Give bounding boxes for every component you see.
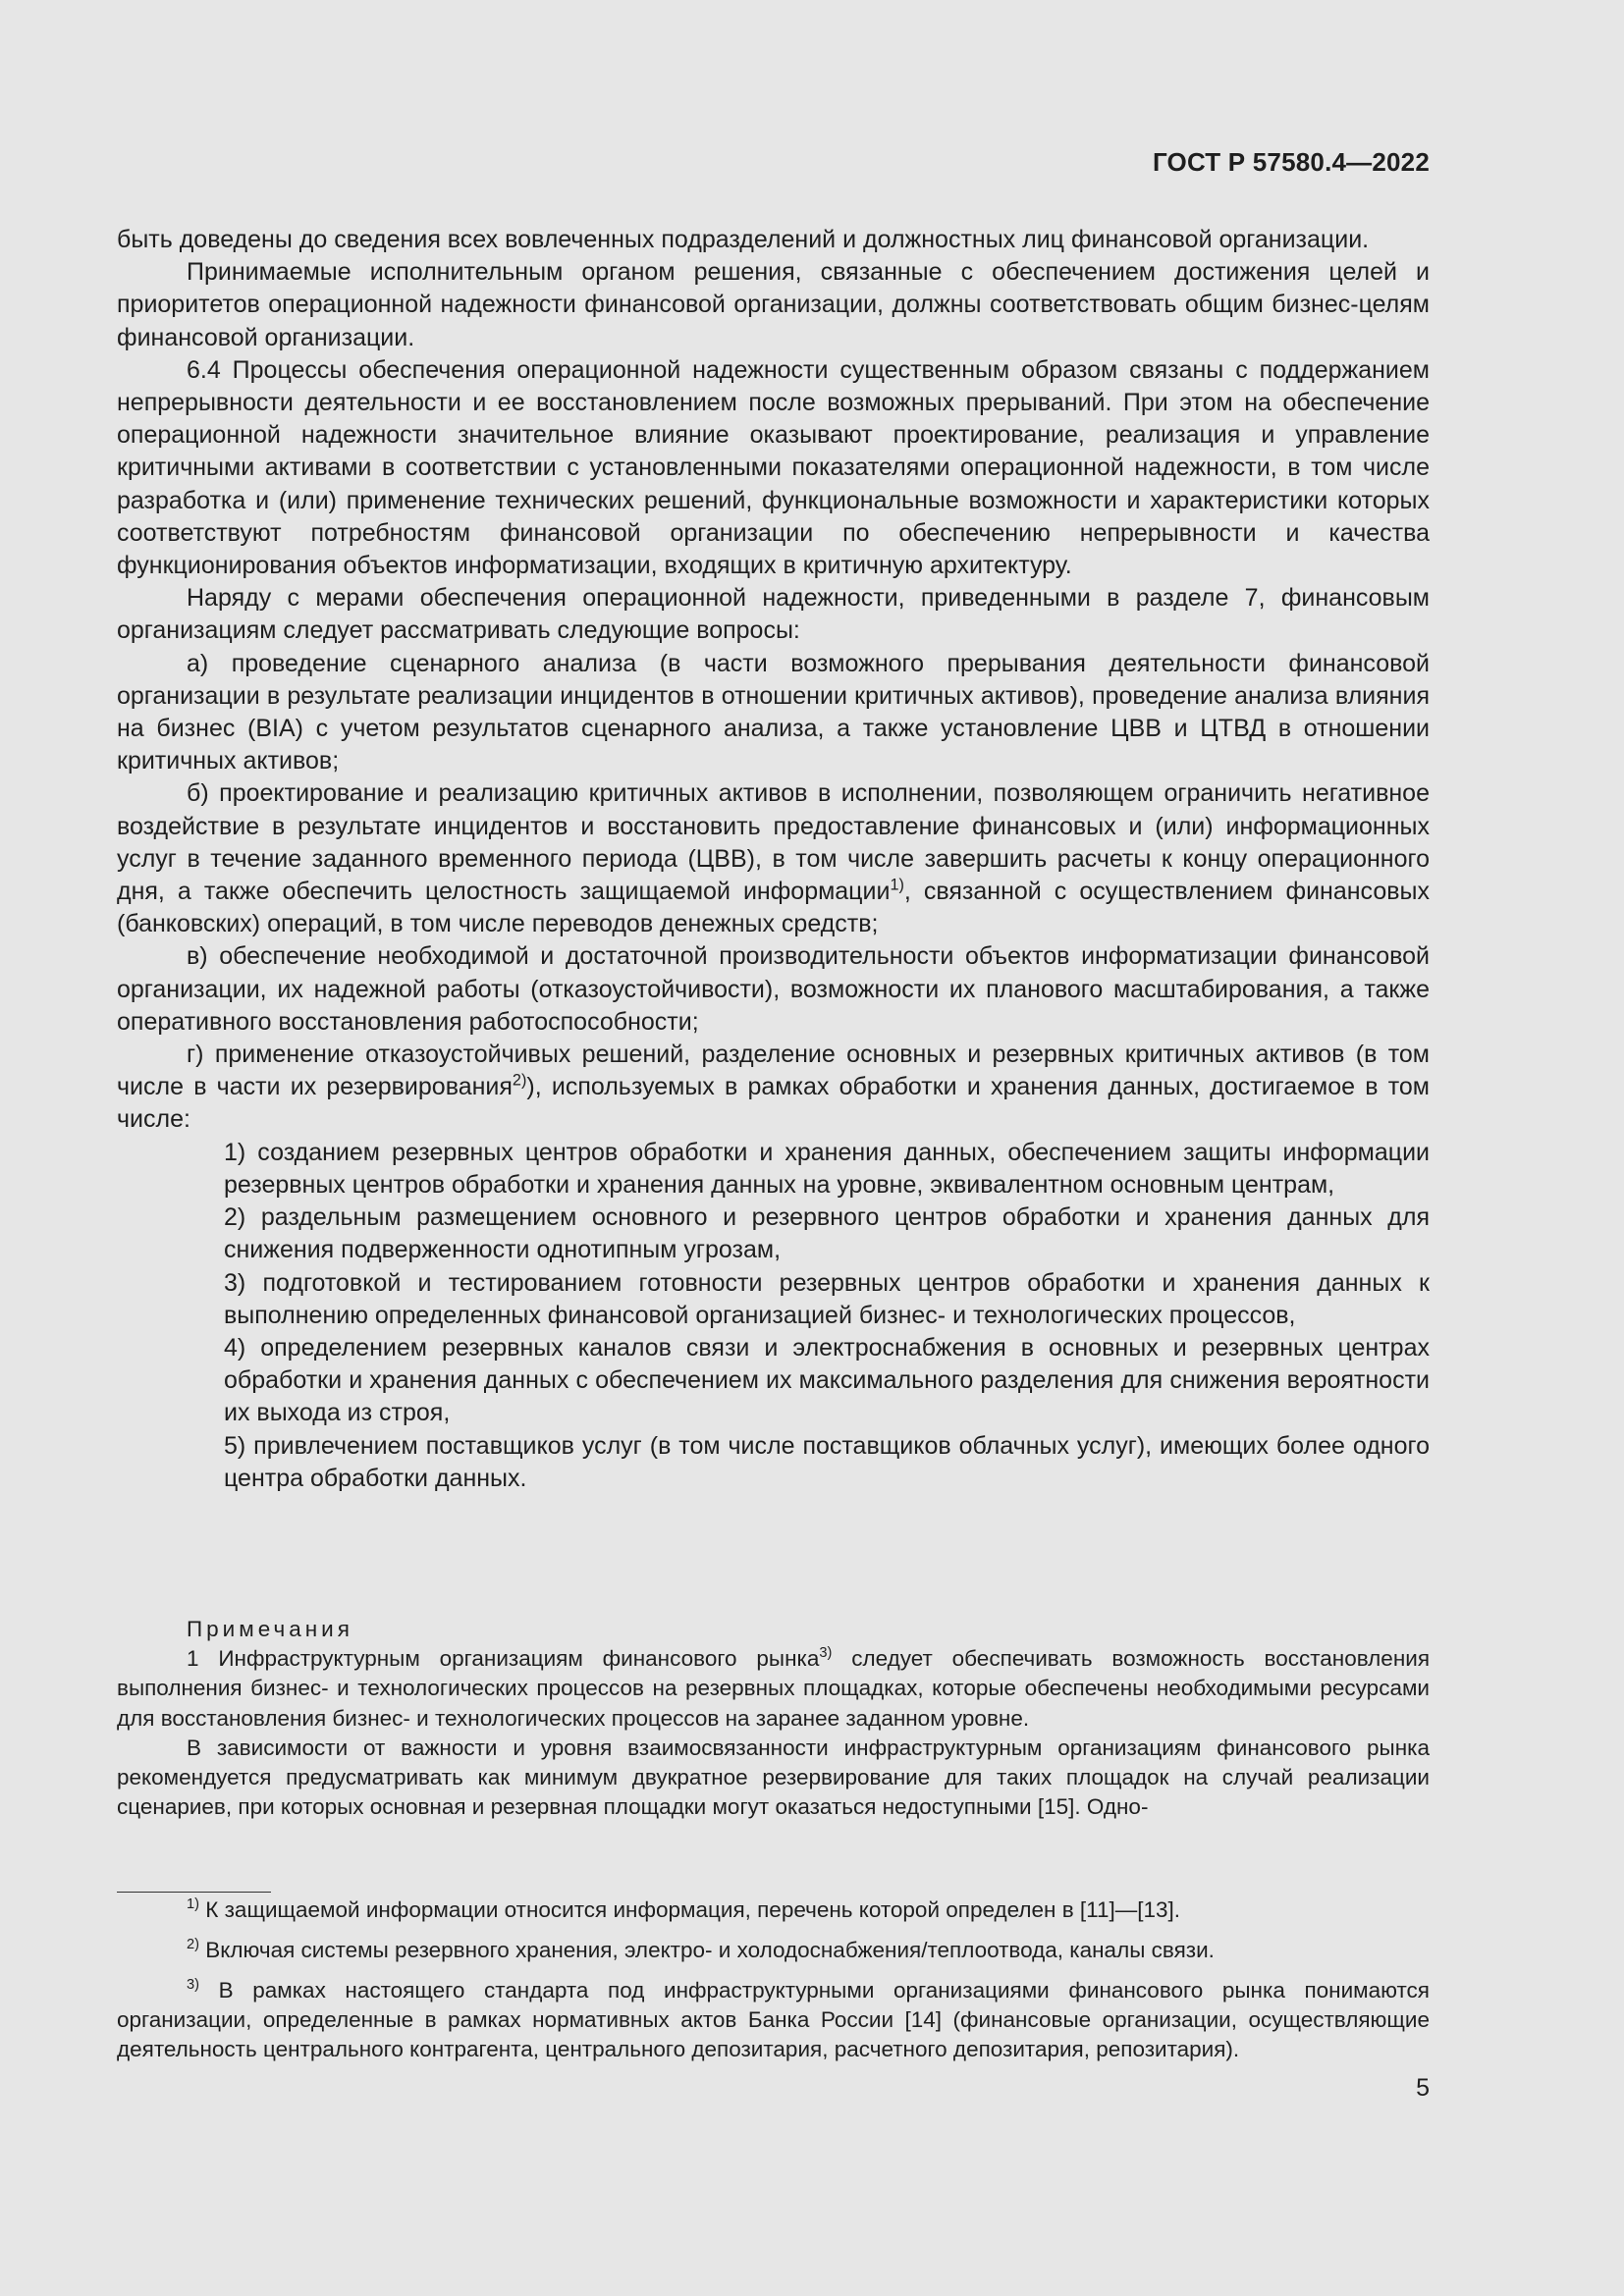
note-1 — [117, 1644, 1430, 1734]
notes-title — [117, 1615, 1430, 1644]
footnote-2 — [117, 1936, 1430, 1965]
footnote-text: Включая системы резервного хранения, электро- и холодоснабжения/теплоотвода, каналы связи. — [199, 1938, 1215, 1962]
list-item-b-text-end: , связанной с осуществлением финансовых (банковских) операций, в том числе переводов денежных средств; — [117, 878, 1430, 938]
sub-item-3: 3) подготовкой и тестированием готовности резервных центров обработки и хранения данных к выполнению определенных финансовой организацией бизнес- и технологических процессов, — [224, 1268, 1430, 1329]
list-item-g-text-end: ), используемых в рамках обработки и хранения данных, достигаемое в том числе: — [117, 1073, 1430, 1134]
paragraph-6-4: 6.4 Процессы обеспечения операционной надежности существенным образом связаны с поддержанием непрерывности деятельности и ее восстановлением после возможных прерываний. При этом на обеспечение операционной надежности значительное влияние оказывают проектирование, реализация и управление критичными активами в соответствии с установленными показателями операционной надежности, в том числе разработка и (или) применение технических решений, функциональные возможности и характеристики которых соответствуют потребностям финансовой организации по обеспечению непрерывности и качества функционирования объектов информатизации, входящих в критичную архитектуру. — [117, 355, 1430, 580]
paragraph-questions-intro: Наряду с мерами обеспечения операционной надежности, приведенными в разделе 7, финансовым организациям следует рассматривать следующие вопросы: — [117, 584, 1430, 645]
footnote-ref-1: 1) — [890, 876, 904, 894]
footnote-mark: 2) — [187, 1937, 199, 1953]
page-number: 5 — [1416, 2074, 1430, 2102]
footnote-divider — [117, 1892, 271, 1893]
paragraph-decisions: Принимаемые исполнительным органом решения, связанные с обеспечением достижения целей и приоритетов операционной надежности финансовой организации, должны соответствовать общим бизнес-целям финансовой организации. — [117, 258, 1430, 351]
note-1-text: 1 Инфраструктурным организациям финансового рынка — [187, 1646, 820, 1672]
list-item-a: а) проведение сценарного анализа (в части возможного прерывания деятельности финансовой организации в результате реализации инцидентов в отношении критичных активов), проведение анализа влияния на бизнес (BIA) с учетом результатов сценарного анализа, а также установление ЦВВ и ЦТВД в отношении критичных активов; — [117, 649, 1430, 775]
list-item-v: в) обеспечение необходимой и достаточной производительности объектов информатизации финансовой организации, их надежной работы (отказоустойчивости), возможности их планового масштабирования, а также оперативного восстановления работоспособности; — [117, 942, 1430, 1036]
notes-title-text: Примечания — [187, 1617, 353, 1641]
body-text — [117, 224, 1430, 1495]
sub-item-5: 5) привлечением поставщиков услуг (в том числе поставщиков облачных услуг), имеющих более одного центра обработки данных. — [224, 1431, 1430, 1492]
sub-item-2: 2) раздельным размещением основного и резервного центров обработки и хранения данных для снижения подверженности однотипным угрозам, — [224, 1203, 1430, 1264]
footnote-3 — [117, 1976, 1430, 2064]
footnote-text: В рамках настоящего стандарта под инфраструктурными организациями финансового рынка понимаются организации, определенные в рамках нормативных актов Банка России [14] (финансовые организации, осуществляющие деятельность центрального контрагента, центрального депозитария, расчетного депозитария, репозитария). — [117, 1978, 1430, 2061]
list-item-g — [117, 1039, 1430, 1137]
list-item-g-text: г) применение отказоустойчивых решений, разделение основных и резервных критичных активов (в том числе в части их резервирования — [117, 1041, 1430, 1101]
paragraph-continuation: быть доведены до сведения всех вовлеченных подразделений и должностных лиц финансовой организации. — [117, 226, 1370, 253]
footnote-mark: 1) — [187, 1896, 199, 1913]
footnotes — [117, 1896, 1430, 2064]
footnote-1 — [117, 1896, 1430, 1925]
footnote-mark: 3) — [187, 1977, 199, 1994]
notes-block — [117, 1615, 1430, 1822]
footnote-ref-2: 2) — [512, 1071, 527, 1090]
list-item-b — [117, 777, 1430, 940]
list-item-b-text: б) проектирование и реализацию критичных активов в исполнении, позволяющем ограничить негативное воздействие в результате инцидентов и восстановить предоставление финансовых и (или) информационных услуг в течение заданного временного периода (ЦВВ), в том числе завершить расчеты к концу операционного дня, а также обеспечить целостность защищаемой информации — [117, 779, 1430, 906]
footnote-text: К защищаемой информации относится информация, перечень которой определен в [11]—[13]. — [199, 1897, 1181, 1922]
note-2: В зависимости от важности и уровня взаимосвязанности инфраструктурным организациям финансового рынка рекомендуется предусматривать как минимум двукратное резервирование для таких площадок на случай реализации сценариев, при которых основная и резервная площадки могут оказаться недоступными [15]. Одно- — [117, 1735, 1430, 1820]
sub-item-1: 1) созданием резервных центров обработки и хранения данных, обеспечением защиты информации резервных центров обработки и хранения данных на уровне, эквивалентном основным центрам, — [224, 1138, 1430, 1199]
footnote-ref-3: 3) — [819, 1645, 833, 1662]
note-1-text-end: следует обеспечивать возможность восстановления выполнения бизнес- и технологических процессов на резервных площадках, которые обеспечены необходимыми ресурсами для восстановления бизнес- и технологических процессов на заранее заданном уровне. — [117, 1646, 1430, 1731]
sub-item-4: 4) определением резервных каналов связи и электроснабжения в основных и резервных центрах обработки и хранения данных с обеспечением их максимального разделения для снижения вероятности их выхода из строя, — [224, 1333, 1430, 1427]
standard-header: ГОСТ Р 57580.4—2022 — [1152, 147, 1430, 177]
